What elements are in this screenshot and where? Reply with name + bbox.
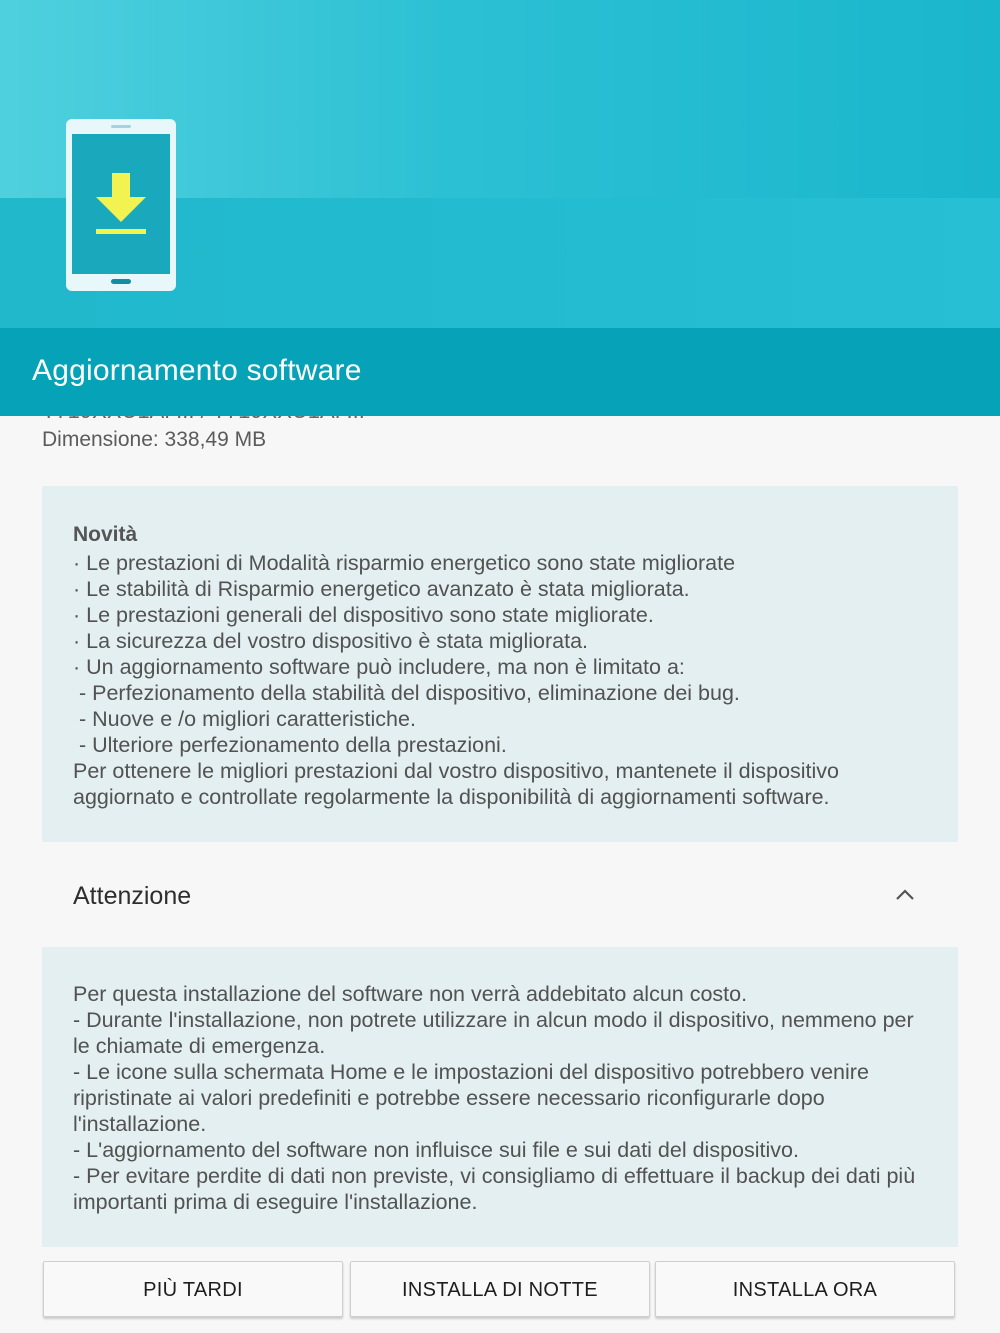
- whats-new-heading: Novità: [73, 523, 138, 546]
- action-buttons: [43, 1261, 957, 1321]
- attention-section-header[interactable]: [42, 856, 958, 946]
- news-closing: Per ottenere le migliori prestazioni dal vostro dispositivo, mantenete il dispositivo aggiornato e controllate regolarmente la disponibilità di aggiornamenti software.: [73, 759, 840, 809]
- attention-paragraph: Per questa installazione del software non verrà addebitato alcun costo.: [73, 982, 748, 1006]
- news-line: · Le stabilità di Risparmio energetico avanzato è stata migliorata.: [73, 577, 690, 601]
- news-line: · Le prestazioni di Modalità risparmio energetico sono state migliorate: [73, 551, 736, 575]
- later-button[interactable]: PIÙ TARDI: [43, 1261, 343, 1317]
- install-tonight-button[interactable]: INSTALLA DI NOTTE: [350, 1261, 650, 1317]
- chevron-up-icon[interactable]: [894, 886, 916, 902]
- install-now-button[interactable]: INSTALLA ORA: [655, 1261, 955, 1317]
- attention-paragraph: - L'aggiornamento del software non influisce sui file e sui dati del dispositivo.: [73, 1138, 799, 1162]
- update-details-scroll[interactable]: [0, 416, 1000, 1333]
- news-line: - Perfezionamento della stabilità del dispositivo, eliminazione dei bug.: [73, 681, 740, 705]
- page-title: Aggiornamento software: [32, 354, 362, 387]
- phone-download-icon: [66, 119, 176, 291]
- header-banner: [0, 0, 1000, 328]
- attention-card: [42, 947, 958, 1247]
- attention-paragraph: - Per evitare perdite di dati non previste, vi consigliamo di effettuare il backup dei dati più importanti prima di eseguire l'installazione.: [73, 1164, 916, 1214]
- update-size: Dimensione: 338,49 MB: [42, 428, 267, 451]
- title-bar: [0, 328, 1000, 416]
- attention-paragraph: - Le icone sulla schermata Home e le impostazioni del dispositivo potrebbero venire ripristinate ai valori predefiniti e potrebbe essere necessario riconfigurarle dopo l'installazione.: [73, 1060, 869, 1136]
- news-line: - Ulteriore perfezionamento della prestazioni.: [73, 733, 507, 757]
- news-line: - Nuove e /o migliori caratteristiche.: [73, 707, 416, 731]
- news-line: · La sicurezza del vostro dispositivo è stata migliorata.: [73, 629, 589, 653]
- whats-new-card: [42, 486, 958, 842]
- attention-paragraph: - Durante l'installazione, non potrete utilizzare in alcun modo il dispositivo, nemmeno per le chiamate di emergenza.: [73, 1008, 914, 1058]
- news-line: · Un aggiornamento software può includere, ma non è limitato a:: [73, 655, 685, 679]
- news-line: · Le prestazioni generali del dispositivo sono state migliorate.: [73, 603, 654, 627]
- attention-title: Attenzione: [73, 882, 192, 910]
